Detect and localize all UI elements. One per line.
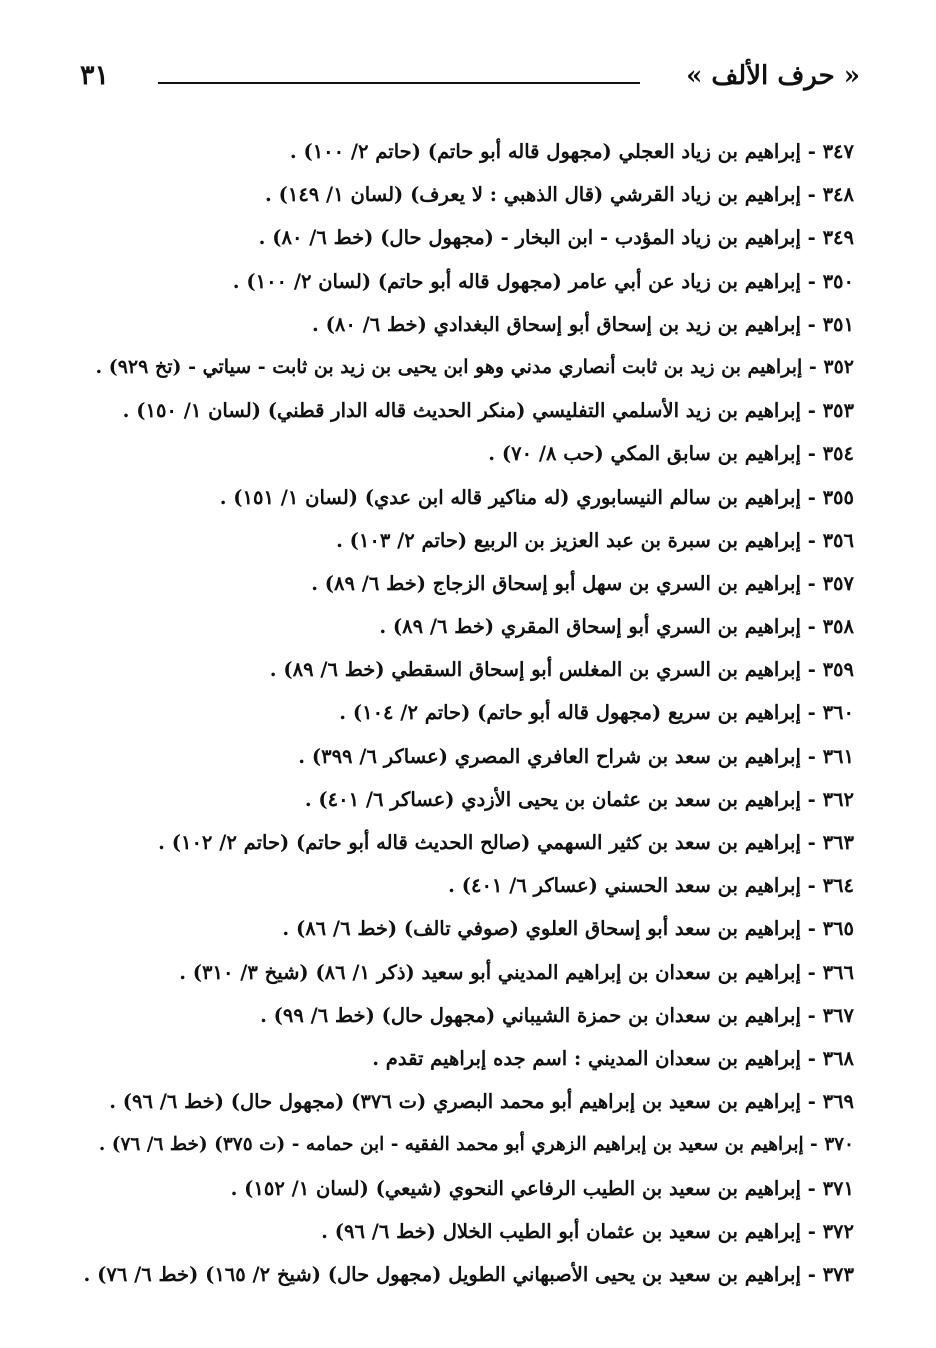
entry-348: ٣٤٨ - إبراهيم بن زياد القرشي (قال الذهبي : لا يعرف) (لسان ١/ ١٤٩) .	[265, 183, 854, 207]
entry-365: ٣٦٥ - إبراهيم بن سعد أبو إسحاق العلوي (صوفي تالف) (خط ٦/ ٨٦) .	[282, 917, 854, 941]
entry-352: ٣٥٢ - إبراهيم بن زيد بن ثابت أنصاري مدني وهو ابن يحيى بن زيد بن ثابت - سياتي - (تخ ٩٢٩) .	[95, 355, 854, 378]
entry-351: ٣٥١ - إبراهيم بن زيد بن إسحاق أبو إسحاق البغدادي (خط ٦/ ٨٠) .	[312, 312, 854, 336]
entry-361: ٣٦١ - إبراهيم بن سعد بن شراح العافري المصري (عساكر ٦/ ٣٩٩) .	[298, 744, 854, 768]
entry-349: ٣٤٩ - إبراهيم بن زياد المؤدب - ابن البخار - (مجهول حال) (خط ٦/ ٨٠) .	[258, 226, 854, 250]
running-title: « حرف الألف »	[686, 61, 860, 91]
entry-370: ٣٧٠ - إبراهيم بن سعيد بن إبراهيم الزهري أبو محمد الفقيه - ابن حمامه - (ت ٣٧٥) (خط ٦/ ٧٦) .	[98, 1134, 854, 1156]
entry-353: ٣٥٣ - إبراهيم بن زيد الأسلمي التفليسي (منكر الحديث قاله الدار قطني) (لسان ١/ ١٥٠) .	[122, 399, 854, 423]
entry-355: ٣٥٥ - إبراهيم بن سالم النيسابوري (له مناكير قاله ابن عدي) (لسان ١/ ١٥١) .	[219, 485, 854, 509]
entry-373: ٣٧٣ - إبراهيم بن سعيد بن يحيى الأصبهاني الطويل (مجهول حال) (شيخ ٢/ ١٦٥) (خط ٦/ ٧٦) .	[83, 1262, 854, 1286]
entry-354: ٣٥٤ - إبراهيم بن سابق المكي (حب ٨/ ٧٠) .	[488, 442, 854, 466]
entry-350: ٣٥٠ - إبراهيم بن زياد عن أبي عامر (مجهول قاله أبو حاتم) (لسان ٢/ ١٠٠) .	[232, 269, 854, 293]
entry-347: ٣٤٧ - إبراهيم بن زياد العجلي (مجهول قاله أبو حاتم) (حاتم ٢/ ١٠٠) .	[289, 140, 854, 163]
entry-368: ٣٦٨ - إبراهيم بن سعدان المديني : اسم جده إبراهيم تقدم .	[372, 1046, 854, 1070]
entry-362: ٣٦٢ - إبراهيم بن سعد بن عثمان بن يحيى الأزدي (عساكر ٦/ ٤٠١) .	[304, 787, 854, 811]
entry-356: ٣٥٦ - إبراهيم بن سبرة بن عبد العزيز بن الربيع (حاتم ٢/ ١٠٣) .	[336, 528, 854, 552]
entry-360: ٣٦٠ - إبراهيم بن سريع (مجهول قاله أبو حاتم) (حاتم ٢/ ١٠٤) .	[339, 701, 854, 725]
entry-363: ٣٦٣ - إبراهيم بن سعد بن كثير السهمي (صالح الحديث قاله أبو حاتم) (حاتم ٢/ ١٠٢) .	[158, 831, 854, 854]
page-header	[80, 58, 860, 94]
entry-357: ٣٥٧ - إبراهيم بن السري بن سهل أبو إسحاق الزجاج (خط ٦/ ٨٩) .	[311, 571, 854, 595]
entry-358: ٣٥٨ - إبراهيم بن السري أبو إسحاق المقري (خط ٦/ ٨٩) .	[379, 615, 854, 639]
entry-list	[84, 130, 854, 1296]
entry-369: ٣٦٩ - إبراهيم بن سعيد بن إبراهيم أبو محمد البصري (ت ٣٧٦) (مجهول حال) (خط ٦/ ٩٦) .	[109, 1090, 854, 1114]
entry-366: ٣٦٦ - إبراهيم بن سعدان بن إبراهيم المديني أبو سعيد (ذكر ١/ ٨٦) (شيخ ٣/ ٣١٠) .	[179, 960, 854, 984]
entry-359: ٣٥٩ - إبراهيم بن السري بن المغلس أبو إسحاق السقطي (خط ٦/ ٨٩) .	[269, 658, 854, 682]
entry-372: ٣٧٢ - إبراهيم بن سعيد بن عثمان أبو الطيب الخلال (خط ٦/ ٩٦) .	[321, 1219, 854, 1243]
page-number: ٣١	[80, 60, 110, 91]
entry-367: ٣٦٧ - إبراهيم بن سعدان بن حمزة الشيباني (مجهول حال) (خط ٦/ ٩٩) .	[260, 1003, 854, 1027]
entry-364: ٣٦٤ - إبراهيم بن سعد الحسني (عساكر ٦/ ٤٠١) .	[448, 874, 854, 898]
entry-371: ٣٧١ - إبراهيم بن سعيد بن الطيب الرفاعي النحوي (شيعي) (لسان ١/ ١٥٢) .	[230, 1176, 854, 1200]
header-rule	[158, 82, 640, 84]
